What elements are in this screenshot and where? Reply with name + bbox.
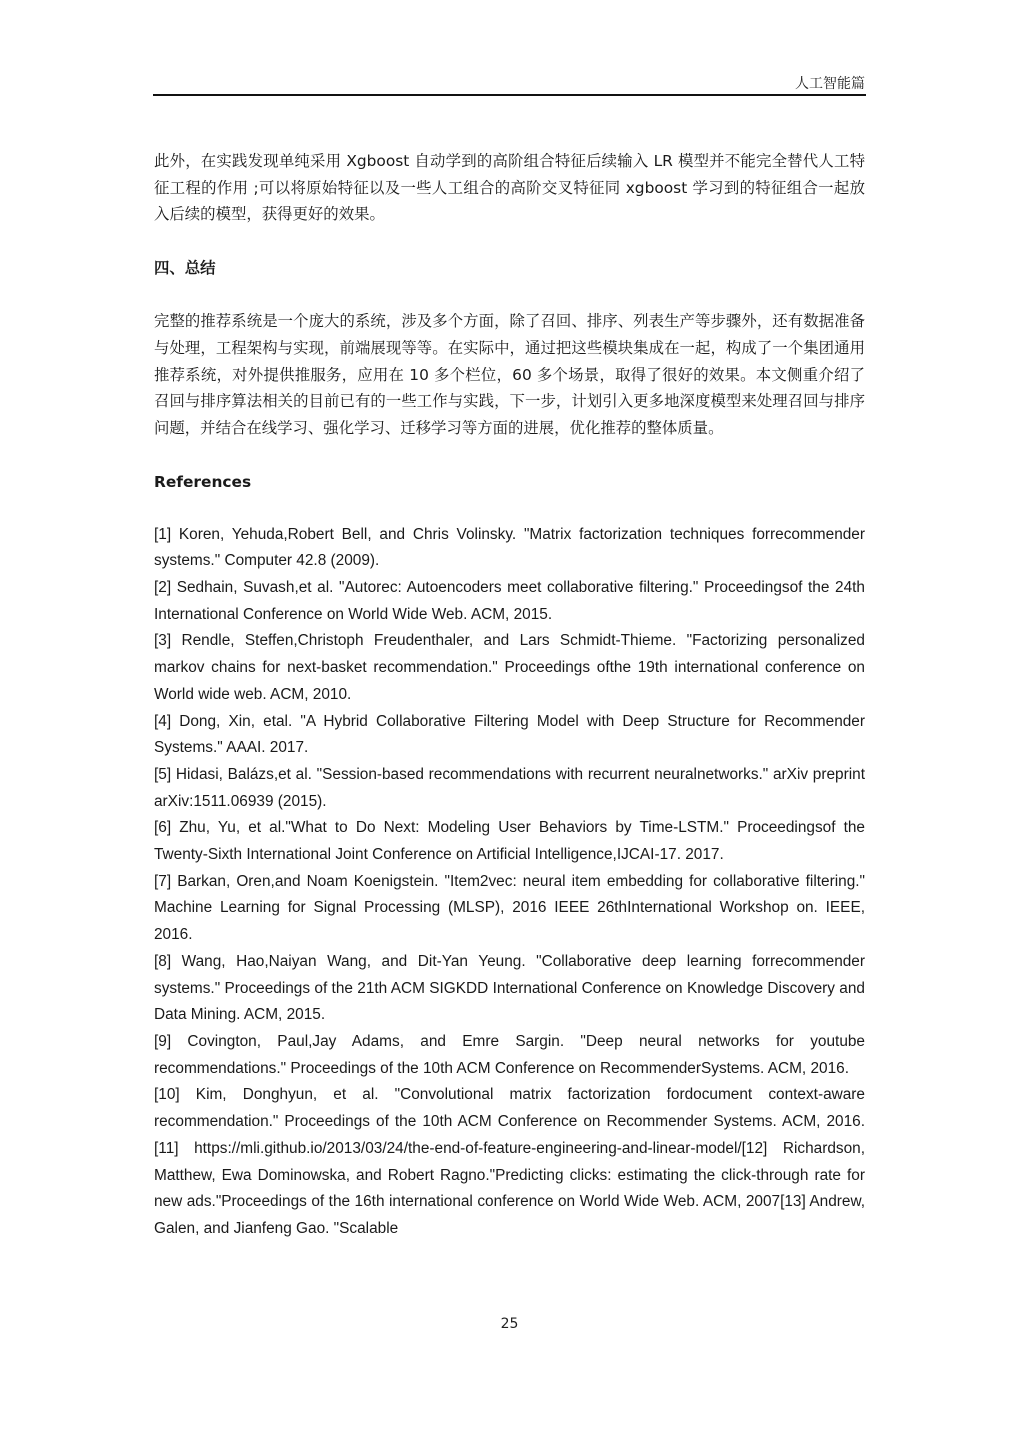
reference-item: [8] Wang, Hao,Naiyan Wang, and Dit-Yan Yeung. "Collaborative deep learning forrecommender systems." Proceedings of the 21th ACM SIGKDD International Conference on Knowledge Discovery and Data Mining. ACM, 2015. — [154, 952, 865, 1024]
references-heading: References — [154, 472, 252, 491]
reference-list — [154, 522, 865, 1243]
reference-item: [2] Sedhain, Suvash,et al. "Autorec: Autoencoders meet collaborative filtering." Proceedingsof the 24th International Conference on World Wide Web. ACM, 2015. — [154, 579, 865, 623]
reference-item: [5] Hidasi, Balázs,et al. "Session-based recommendations with recurrent neuralnetworks." arXiv preprint arXiv:1511.06939 (2015). — [154, 765, 865, 810]
reference-item: [1] Koren, Yehuda,Robert Bell, and Chris Volinsky. "Matrix factorization techniques forrecommender systems." Computer 42.8 (2009). — [154, 525, 865, 570]
intro-paragraph: 此外，在实践发现单纯采用 Xgboost 自动学到的高阶组合特征后续输入 LR 模型并不能完全替代人工特征工程的作用 ;可以将原始特征以及一些人工组合的高阶交叉特征同 xgboost 学习到的特征组合一起放入后续的模型，获得更好的效果。 — [154, 152, 865, 224]
section-heading: 四、总结 — [154, 259, 216, 278]
summary-paragraph: 完整的推荐系统是一个庞大的系统，涉及多个方面，除了召回、排序、列表生产等步骤外，还有数据准备与处理，工程架构与实现，前端展现等等。在实际中，通过把这些模块集成在一起，构成了一个集团通用推荐系统，对外提供推服务，应用在 10 多个栏位，60 多个场景，取得了很好的效果。本文侧重介绍了召回与排序算法相关的目前已有的一些工作与实践，下一步，计划引入更多地深度模型来处理召回与排序问题，并结合在线学习、强化学习、迁移学习等方面的进展，优化推荐的整体质量。 — [154, 312, 865, 437]
reference-item: [7] Barkan, Oren,and Noam Koenigstein. "Item2vec: neural item embedding for collaborative filtering." Machine Learning for Signal Processing (MLSP), 2016 IEEE 26thInternational Workshop on. IEEE, 2016. — [154, 872, 865, 944]
header-divider — [153, 94, 866, 96]
reference-item: [3] Rendle, Steffen,Christoph Freudenthaler, and Lars Schmidt-Thieme. "Factorizing personalized markov chains for next-basket recommendation." Proceedings ofthe 19th international conference on World wide web. ACM, 2010. — [154, 632, 865, 703]
reference-item: [6] Zhu, Yu, et al."What to Do Next: Modeling User Behaviors by Time-LSTM." Proceedingsof the Twenty-Sixth International Joint Conference on Artificial Intelligence,IJCAI-17. 2017. — [154, 819, 865, 864]
reference-item: [4] Dong, Xin, etal. "A Hybrid Collaborative Filtering Model with Deep Structure for Recommender Systems." AAAI. 2017. — [154, 712, 865, 757]
page-body — [154, 148, 865, 1243]
reference-item: [9] Covington, Paul,Jay Adams, and Emre Sargin. "Deep neural networks for youtube recommendations." Proceedings of the 10th ACM Conference on RecommenderSystems. ACM, 2016. — [154, 1032, 865, 1077]
reference-item: [10] Kim, Donghyun, et al. "Convolutional matrix factorization fordocument context-aware recommendation." Proceedings of the 10th ACM Conference on Recommender Systems. ACM, 2016.[11] https://mli.github.io/2013/03/24/the-end-of-feature-engineering-and-linear-model/[12] Richardson, Matthew, Ewa Dominowska, and Robert Ragno."Predicting clicks: estimating the click-through rate for new ads."Proceedings of the 16th international conference on World Wide Web. ACM, 2007[13] Andrew, Galen, and Jianfeng Gao. "Scalable — [154, 1086, 865, 1237]
running-header-title: 人工智能篇 — [795, 76, 865, 92]
page-number: 25 — [500, 1316, 519, 1332]
